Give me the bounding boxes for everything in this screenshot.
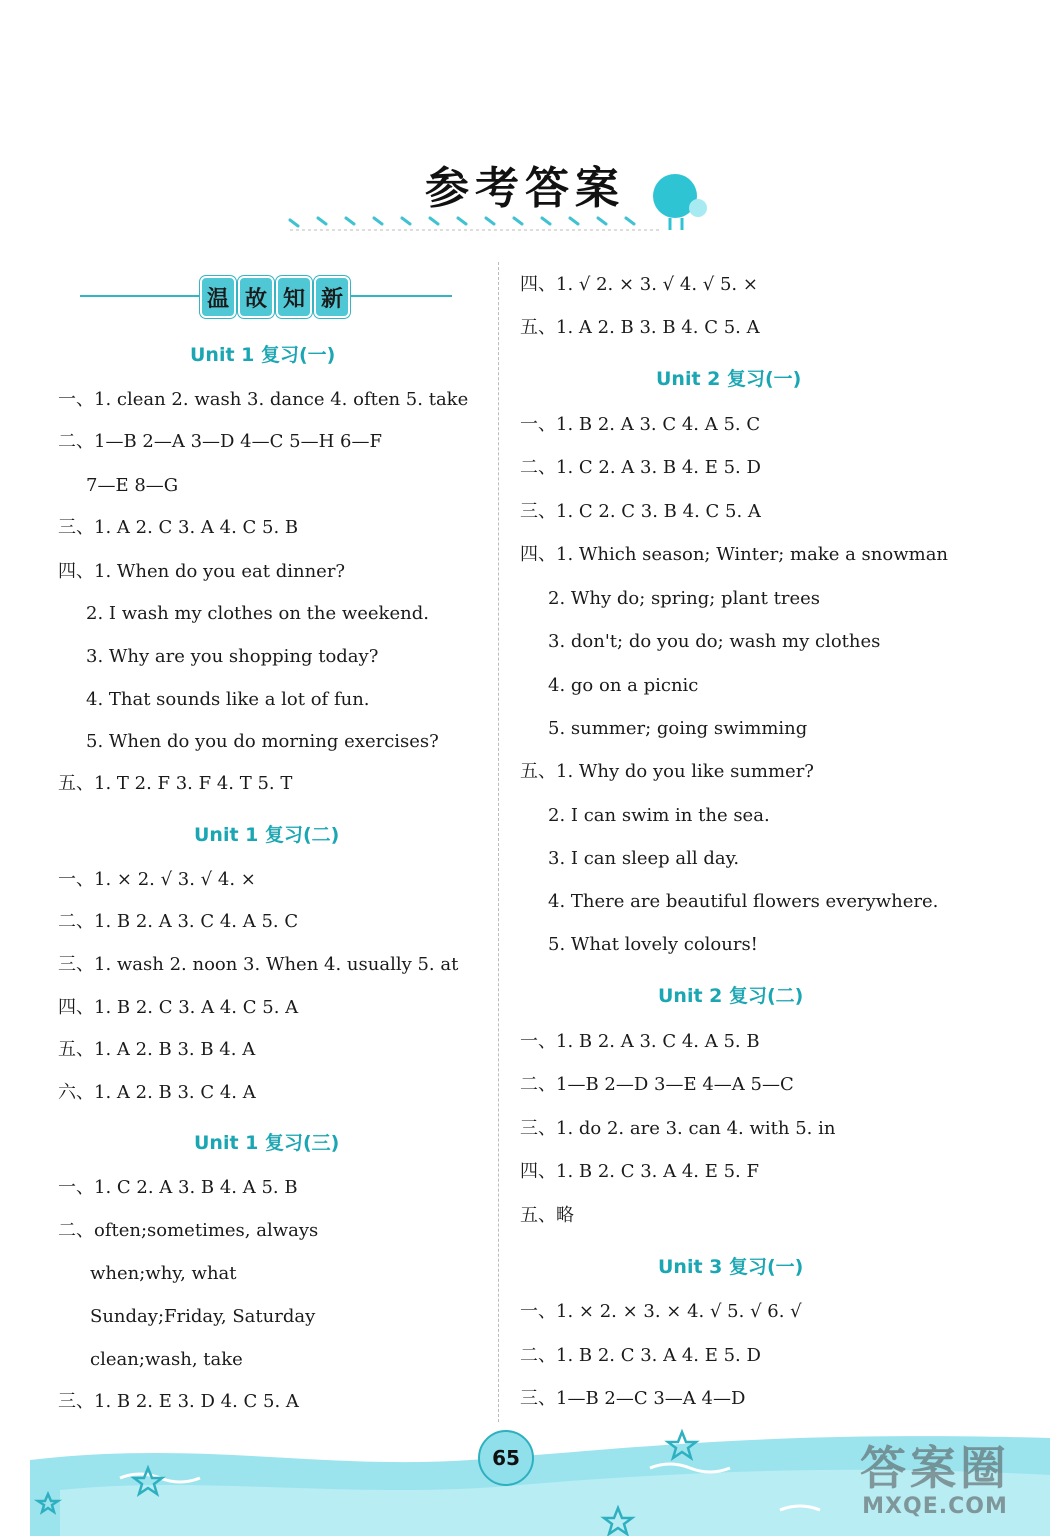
answer-line: 3. Why are you shopping today? bbox=[86, 646, 379, 667]
watermark-logo-text: 答案圈 bbox=[860, 1441, 1010, 1495]
answer-line: 5. When do you do morning exercises? bbox=[86, 731, 439, 752]
answer-line: 三、1. do 2. are 3. can 4. with 5. in bbox=[520, 1118, 836, 1139]
answer-line: 五、1. A 2. B 3. B 4. A bbox=[58, 1039, 256, 1060]
answer-line: 一、1. C 2. A 3. B 4. A 5. B bbox=[58, 1177, 298, 1198]
answer-line: 5. summer; going swimming bbox=[548, 718, 808, 739]
page-number: 65 bbox=[478, 1430, 534, 1486]
answer-line: 7—E 8—G bbox=[86, 475, 179, 496]
answer-line: 二、1. B 2. A 3. C 4. A 5. C bbox=[58, 911, 299, 932]
answer-line: 二、1—B 2—A 3—D 4—C 5—H 6—F bbox=[58, 431, 382, 452]
answer-line: 五、略 bbox=[520, 1205, 574, 1226]
section-heading: Unit 1 复习(一) bbox=[190, 344, 336, 366]
answer-line: 二、1. C 2. A 3. B 4. E 5. D bbox=[520, 457, 761, 478]
page-title: 参考答案 bbox=[425, 163, 625, 214]
answer-line: 三、1—B 2—C 3—A 4—D bbox=[520, 1388, 746, 1409]
banner-char: 故 bbox=[238, 276, 274, 318]
answer-line: clean;wash, take bbox=[90, 1349, 243, 1370]
answer-line: 一、1. B 2. A 3. C 4. A 5. B bbox=[520, 1031, 760, 1052]
answer-line: 三、1. wash 2. noon 3. When 4. usually 5. at bbox=[58, 954, 459, 975]
answer-line: 4. There are beautiful flowers everywhere. bbox=[548, 891, 939, 912]
answer-line: 五、1. Why do you like summer? bbox=[520, 761, 814, 782]
answer-line: 五、1. A 2. B 3. B 4. C 5. A bbox=[520, 317, 760, 338]
watermark-url: MXQE.COM bbox=[862, 1494, 1008, 1519]
section-heading: Unit 1 复习(三) bbox=[194, 1132, 340, 1154]
answer-line: 四、1. When do you eat dinner? bbox=[58, 561, 346, 582]
section-heading: Unit 3 复习(一) bbox=[658, 1256, 804, 1278]
column-divider bbox=[498, 262, 499, 1422]
title-decoration bbox=[270, 170, 730, 240]
banner-char: 新 bbox=[314, 276, 350, 318]
answer-line: 六、1. A 2. B 3. C 4. A bbox=[58, 1082, 256, 1103]
answer-line: 四、1. Which season; Winter; make a snowman bbox=[520, 544, 949, 565]
section-heading: Unit 2 复习(一) bbox=[656, 368, 802, 390]
watermark bbox=[860, 1432, 1010, 1519]
answer-line: 三、1. A 2. C 3. A 4. C 5. B bbox=[58, 517, 299, 538]
section-heading: Unit 1 复习(二) bbox=[194, 824, 340, 846]
answer-line: 5. What lovely colours! bbox=[548, 934, 758, 955]
answer-line: 四、1. B 2. C 3. A 4. E 5. F bbox=[520, 1161, 759, 1182]
answer-line: 2. I can swim in the sea. bbox=[548, 805, 770, 826]
banner-char: 知 bbox=[276, 276, 312, 318]
banner-char: 温 bbox=[200, 276, 236, 318]
answer-line: 一、1. clean 2. wash 3. dance 4. often 5. take bbox=[58, 389, 469, 410]
answer-line: 二、often;sometimes, always bbox=[58, 1220, 319, 1241]
section-banner bbox=[80, 276, 452, 316]
answer-line: 三、1. B 2. E 3. D 4. C 5. A bbox=[58, 1391, 299, 1412]
answer-line: 五、1. T 2. F 3. F 4. T 5. T bbox=[58, 773, 293, 794]
answer-line: 四、1. √ 2. × 3. √ 4. √ 5. × bbox=[520, 274, 758, 295]
answer-line: 三、1. C 2. C 3. B 4. C 5. A bbox=[520, 501, 761, 522]
answer-line: 4. go on a picnic bbox=[548, 675, 699, 696]
answer-line: 一、1. × 2. × 3. × 4. √ 5. √ 6. √ bbox=[520, 1301, 802, 1322]
answer-line: 3. don't; do you do; wash my clothes bbox=[548, 631, 881, 652]
answer-line: Sunday;Friday, Saturday bbox=[90, 1306, 316, 1327]
answer-line: 2. I wash my clothes on the weekend. bbox=[86, 603, 429, 624]
answer-line: 四、1. B 2. C 3. A 4. C 5. A bbox=[58, 997, 299, 1018]
answer-line: 一、1. × 2. √ 3. √ 4. × bbox=[58, 869, 256, 890]
section-heading: Unit 2 复习(二) bbox=[658, 985, 804, 1007]
answer-line: 2. Why do; spring; plant trees bbox=[548, 588, 820, 609]
answer-line: 二、1. B 2. C 3. A 4. E 5. D bbox=[520, 1345, 761, 1366]
answer-line: 一、1. B 2. A 3. C 4. A 5. C bbox=[520, 414, 761, 435]
answer-line: 4. That sounds like a lot of fun. bbox=[86, 689, 370, 710]
answer-line: 二、1—B 2—D 3—E 4—A 5—C bbox=[520, 1074, 794, 1095]
answer-line: 3. I can sleep all day. bbox=[548, 848, 740, 869]
answer-line: when;why, what bbox=[90, 1263, 237, 1284]
